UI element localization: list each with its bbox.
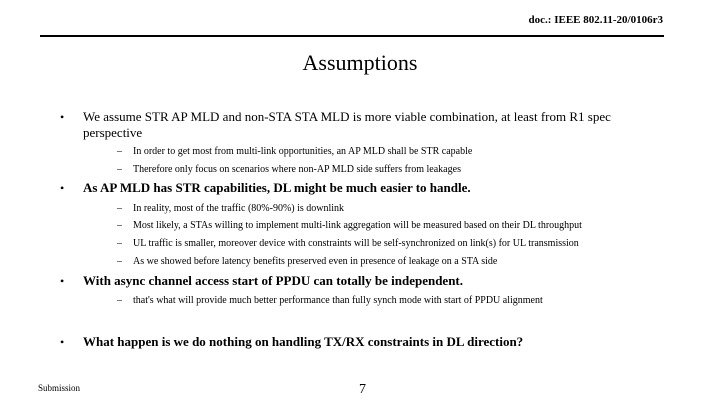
bullet-icon: • [60, 181, 65, 195]
sub-bullet: Most likely, a STAs willing to implement multi-link aggregation will be measured based on their DL throughput [133, 220, 582, 231]
doc-id: doc.: IEEE 802.11-20/0106r3 [528, 14, 663, 26]
bullet-2: As AP MLD has STR capabilities, DL might be much easier to handle. [83, 180, 471, 195]
sub-bullet: As we showed before latency benefits preserved even in presence of leakage on a STA side [133, 256, 498, 267]
sub-bullet: In reality, most of the traffic (80%-90%) is downlink [133, 203, 345, 214]
header-divider [40, 35, 664, 37]
bullet-icon: • [60, 110, 65, 124]
dash-icon: – [117, 203, 122, 214]
dash-icon: – [117, 220, 122, 231]
page-number: 7 [359, 382, 366, 397]
dash-icon: – [117, 256, 122, 267]
dash-icon: – [117, 164, 122, 175]
dash-icon: – [117, 295, 122, 306]
bullet-1: We assume STR AP MLD and non-STA STA MLD is more viable combination, at least from R1 spec perspective [83, 109, 611, 140]
dash-icon: – [117, 238, 122, 249]
slide-title: Assumptions [302, 50, 418, 75]
sub-bullet: Therefore only focus on scenarios where non-AP MLD side suffers from leakages [133, 164, 461, 175]
bullet-3: With async channel access start of PPDU can totally be independent. [83, 273, 464, 288]
bullet-icon: • [60, 274, 65, 288]
sub-bullet: UL traffic is smaller, moreover device with constraints will be self-synchronized on link(s) for UL transmission [133, 238, 579, 249]
footer-submission: Submission [38, 383, 81, 393]
dash-icon: – [117, 146, 122, 157]
sub-bullet: In order to get most from multi-link opportunities, an AP MLD shall be STR capable [133, 146, 473, 157]
bullet-4: What happen is we do nothing on handling TX/RX constraints in DL direction? [83, 334, 524, 349]
sub-bullet: that's what will provide much better performance than fully synch mode with start of PPDU alignment [133, 295, 543, 306]
bullet-icon: • [60, 335, 65, 349]
